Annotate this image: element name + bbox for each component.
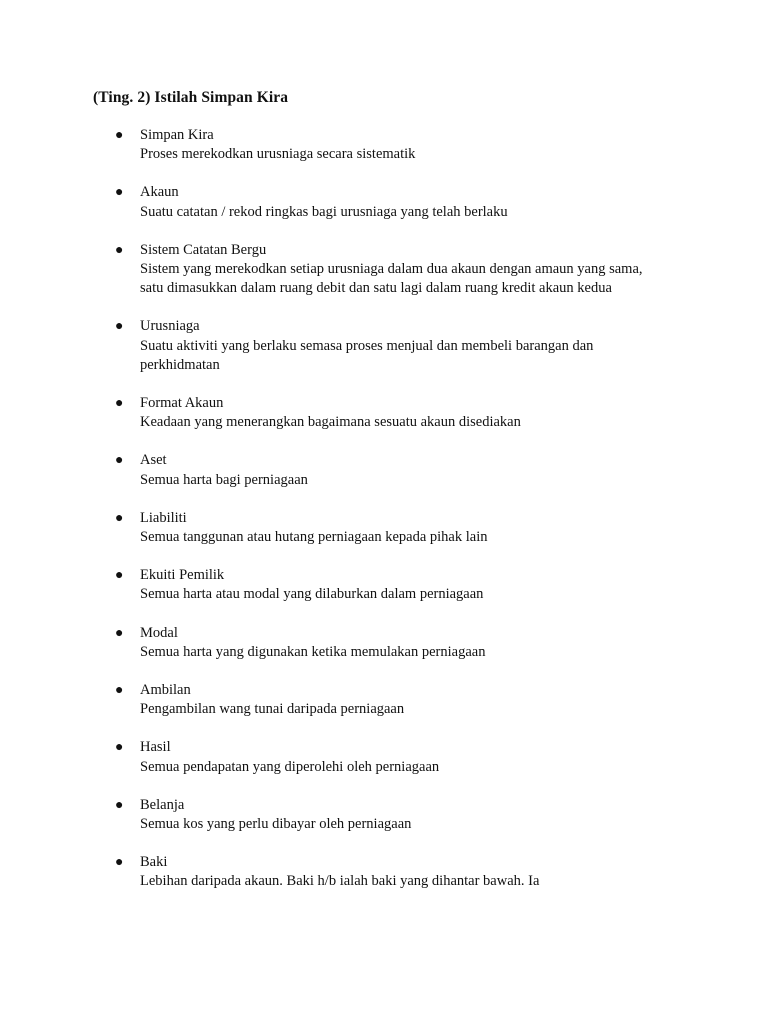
term-definition: Semua harta bagi perniagaan — [140, 471, 308, 488]
term-name: Urusniaga — [140, 318, 200, 335]
list-item — [0, 738, 768, 776]
term-name: Ambilan — [140, 682, 191, 699]
term-definition: Keadaan yang menerangkan bagaimana sesuatu akaun disediakan — [140, 414, 521, 431]
bullet-icon: ● — [115, 855, 124, 871]
list-item — [0, 509, 768, 547]
term-name: Simpan Kira — [140, 127, 214, 143]
term-name: Hasil — [140, 739, 171, 756]
term-definition: Semua harta yang digunakan ketika memulakan perniagaan — [140, 643, 486, 660]
bullet-icon: ● — [115, 185, 124, 201]
term-definition: Semua kos yang perlu dibayar oleh perniagaan — [140, 816, 412, 833]
list-item — [0, 394, 768, 432]
term-name: Belanja — [140, 796, 185, 813]
list-item — [0, 126, 768, 164]
bullet-icon: ● — [115, 242, 124, 258]
term-definition: Proses merekodkan urusniaga secara sistematik — [140, 146, 416, 163]
term-name: Format Akaun — [140, 395, 224, 412]
term-definition: Semua harta atau modal yang dilaburkan dalam perniagaan — [140, 586, 484, 603]
term-definition: Semua pendapatan yang diperolehi oleh perniagaan — [140, 758, 440, 775]
bullet-icon: ● — [115, 625, 124, 641]
bullet-icon: ● — [115, 396, 124, 412]
term-name: Sistem Catatan Bergu — [140, 241, 267, 258]
term-definition: Lebihan daripada akaun. Baki h/b ialah baki yang dihantar bawah. Ia — [140, 873, 540, 890]
bullet-icon: ● — [115, 683, 124, 699]
list-item — [0, 681, 768, 719]
term-definition: Pengambilan wang tunai daripada perniagaan — [140, 701, 405, 718]
bullet-icon: ● — [115, 128, 124, 143]
term-name: Akaun — [140, 184, 179, 201]
term-definition: Sistem yang merekodkan setiap urusniaga dalam dua akaun dengan amaun yang sama, satu dimasukkan dalam ruang debit dan satu lagi dalam ruang kredit akaun kedua — [140, 261, 643, 297]
term-name: Aset — [140, 452, 167, 469]
bullet-icon: ● — [115, 319, 124, 335]
document-title: (Ting. 2) Istilah Simpan Kira — [93, 89, 289, 106]
list-item — [0, 566, 768, 604]
list-item — [0, 624, 768, 662]
bullet-icon: ● — [115, 797, 124, 813]
bullet-icon: ● — [115, 510, 124, 526]
list-item — [0, 241, 768, 299]
bullet-icon: ● — [115, 453, 124, 469]
term-list — [0, 126, 768, 911]
term-definition: Suatu catatan / rekod ringkas bagi urusniaga yang telah berlaku — [140, 203, 508, 220]
list-item — [0, 451, 768, 489]
term-definition: Semua tanggunan atau hutang perniagaan kepada pihak lain — [140, 529, 488, 546]
bullet-icon: ● — [115, 568, 124, 584]
bullet-icon: ● — [115, 740, 124, 756]
term-name: Liabiliti — [140, 509, 187, 526]
list-item — [0, 796, 768, 834]
term-name: Modal — [140, 624, 178, 641]
term-name: Ekuiti Pemilik — [140, 567, 225, 584]
list-item — [0, 183, 768, 221]
term-definition: Suatu aktiviti yang berlaku semasa proses menjual dan membeli barangan dan perkhidmatan — [140, 337, 594, 373]
term-name: Baki — [140, 854, 168, 871]
list-item — [0, 853, 768, 891]
list-item — [0, 317, 768, 375]
